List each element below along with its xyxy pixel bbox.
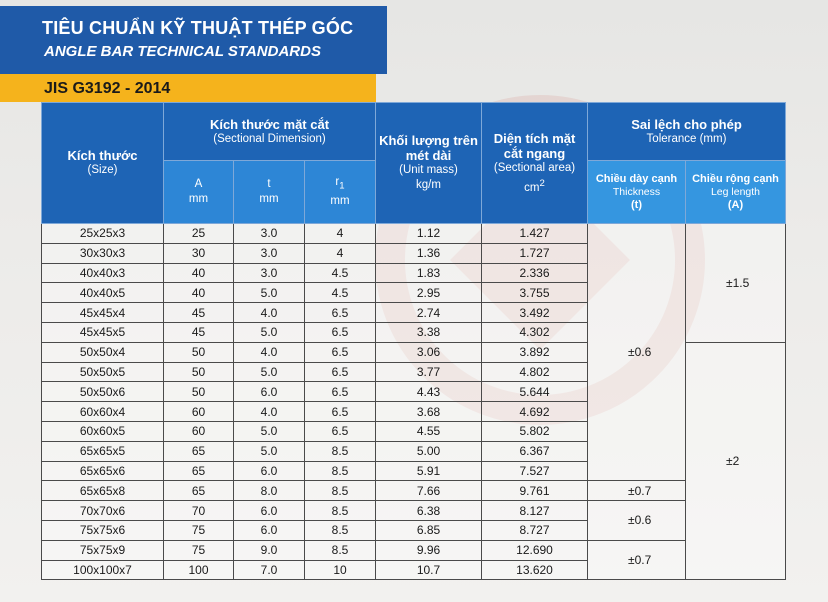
header-thickness: Chiều dày cạnh Thickness (t) xyxy=(588,161,686,224)
table-row xyxy=(42,481,786,501)
cell-t: 6.0 xyxy=(234,461,305,481)
title-vietnamese: TIÊU CHUẨN KỸ THUẬT THÉP GÓC xyxy=(42,18,354,38)
cell-size: 65x65x5 xyxy=(42,441,164,461)
cell-a: 40 xyxy=(164,283,234,303)
cell-mass: 4.43 xyxy=(376,382,482,402)
header-size-vn: Kích thước xyxy=(67,148,138,163)
cell-r1: 8.5 xyxy=(305,520,376,540)
cell-t: 4.0 xyxy=(234,342,305,362)
cell-r1: 6.5 xyxy=(305,402,376,422)
cell-size: 25x25x3 xyxy=(42,224,164,244)
cell-size: 50x50x6 xyxy=(42,382,164,402)
cell-mass: 3.38 xyxy=(376,322,482,342)
cell-size: 40x40x5 xyxy=(42,283,164,303)
cell-r1: 8.5 xyxy=(305,481,376,501)
cell-a: 40 xyxy=(164,263,234,283)
header-tolerance xyxy=(588,103,786,161)
cell-t: 4.0 xyxy=(234,402,305,422)
cell-area: 4.692 xyxy=(482,402,588,422)
cell-a: 50 xyxy=(164,382,234,402)
cell-t: 6.0 xyxy=(234,520,305,540)
angle-bar-spec-table xyxy=(41,102,786,580)
cell-thickness-tolerance: ±0.7 xyxy=(588,481,686,501)
cell-r1: 6.5 xyxy=(305,303,376,323)
cell-size: 75x75x9 xyxy=(42,540,164,560)
cell-a: 65 xyxy=(164,441,234,461)
cell-mass: 1.83 xyxy=(376,263,482,283)
cell-area: 3.492 xyxy=(482,303,588,323)
cell-r1: 4.5 xyxy=(305,263,376,283)
cell-area: 5.644 xyxy=(482,382,588,402)
cell-size: 70x70x6 xyxy=(42,501,164,521)
cell-t: 6.0 xyxy=(234,382,305,402)
cell-a: 65 xyxy=(164,461,234,481)
cell-mass: 1.36 xyxy=(376,243,482,263)
cell-size: 75x75x6 xyxy=(42,520,164,540)
cell-area: 8.727 xyxy=(482,520,588,540)
header-tolerance-vn: Sai lệch cho phép xyxy=(631,116,742,132)
cell-size: 50x50x5 xyxy=(42,362,164,382)
cell-mass: 2.95 xyxy=(376,283,482,303)
cell-t: 3.0 xyxy=(234,224,305,244)
cell-area: 3.755 xyxy=(482,283,588,303)
cell-r1: 6.5 xyxy=(305,382,376,402)
cell-size: 50x50x4 xyxy=(42,342,164,362)
cell-t: 3.0 xyxy=(234,263,305,283)
cell-a: 25 xyxy=(164,224,234,244)
cell-a: 30 xyxy=(164,243,234,263)
cell-t: 8.0 xyxy=(234,481,305,501)
cell-size: 60x60x4 xyxy=(42,402,164,422)
cell-mass: 5.91 xyxy=(376,461,482,481)
cell-a: 100 xyxy=(164,560,234,580)
cell-r1: 8.5 xyxy=(305,540,376,560)
cell-t: 5.0 xyxy=(234,362,305,382)
cell-area: 2.336 xyxy=(482,263,588,283)
cell-mass: 3.06 xyxy=(376,342,482,362)
title-banner xyxy=(0,6,387,74)
header-sectional xyxy=(164,103,376,161)
table-row xyxy=(42,540,786,560)
table-row xyxy=(42,501,786,521)
cell-leg-tolerance: ±1.5 xyxy=(686,224,786,343)
cell-size: 65x65x8 xyxy=(42,481,164,501)
header-r1: $r_1$ mm xyxy=(305,161,376,224)
cell-area: 4.302 xyxy=(482,322,588,342)
cell-t: 3.0 xyxy=(234,243,305,263)
cell-thickness-tolerance: ±0.6 xyxy=(588,501,686,541)
cell-r1: 10 xyxy=(305,560,376,580)
header-tolerance-en: Tolerance (mm) xyxy=(646,132,727,145)
cell-mass: 7.66 xyxy=(376,481,482,501)
cell-mass: 6.38 xyxy=(376,501,482,521)
cell-a: 75 xyxy=(164,540,234,560)
cell-area: 8.127 xyxy=(482,501,588,521)
cell-r1: 4.5 xyxy=(305,283,376,303)
cell-area: 5.802 xyxy=(482,421,588,441)
cell-area: 9.761 xyxy=(482,481,588,501)
cell-size: 30x30x3 xyxy=(42,243,164,263)
cell-area: 1.427 xyxy=(482,224,588,244)
header-area xyxy=(482,103,588,224)
cell-a: 45 xyxy=(164,303,234,323)
title-english: ANGLE BAR TECHNICAL STANDARDS xyxy=(44,43,321,60)
cell-size: 45x45x5 xyxy=(42,322,164,342)
header-sectional-vn: Kích thước mặt cắt xyxy=(209,116,330,132)
header-t: t mm xyxy=(234,161,305,224)
header-size-en: (Size) xyxy=(87,164,118,176)
cell-mass: 9.96 xyxy=(376,540,482,560)
cell-t: 5.0 xyxy=(234,421,305,441)
cell-r1: 6.5 xyxy=(305,342,376,362)
cell-a: 70 xyxy=(164,501,234,521)
cell-r1: 8.5 xyxy=(305,441,376,461)
cell-mass: 5.00 xyxy=(376,441,482,461)
header-unit-mass xyxy=(376,103,482,224)
cell-a: 45 xyxy=(164,322,234,342)
cell-t: 5.0 xyxy=(234,322,305,342)
cell-area: 3.892 xyxy=(482,342,588,362)
cell-size: 65x65x6 xyxy=(42,461,164,481)
cell-area: 7.527 xyxy=(482,461,588,481)
header-leg-length: Chiều rộng cạnh Leg length (A) xyxy=(686,161,786,224)
cell-r1: 6.5 xyxy=(305,362,376,382)
cell-area: 12.690 xyxy=(482,540,588,560)
cell-area: 4.802 xyxy=(482,362,588,382)
header-a: A mm xyxy=(164,161,234,224)
cell-mass: 1.12 xyxy=(376,224,482,244)
cell-size: 40x40x3 xyxy=(42,263,164,283)
header-mass-vn: Khối lượng trên mét dài xyxy=(379,133,478,163)
cell-t: 4.0 xyxy=(234,303,305,323)
cell-a: 65 xyxy=(164,481,234,501)
cell-thickness-tolerance: ±0.7 xyxy=(588,540,686,580)
header-area-en: (Sectional area) xyxy=(493,161,576,174)
cell-area: 6.367 xyxy=(482,441,588,461)
header-area-unit: $cm^2$ xyxy=(524,177,545,194)
cell-r1: 4 xyxy=(305,243,376,263)
cell-t: 9.0 xyxy=(234,540,305,560)
header-area-vn: Diện tích mặt cắt ngang xyxy=(493,130,576,161)
cell-a: 50 xyxy=(164,362,234,382)
cell-a: 60 xyxy=(164,402,234,422)
cell-mass: 3.68 xyxy=(376,402,482,422)
cell-mass: 10.7 xyxy=(376,560,482,580)
cell-leg-tolerance: ±2 xyxy=(686,342,786,580)
table-row xyxy=(42,224,786,244)
cell-t: 6.0 xyxy=(234,501,305,521)
cell-r1: 8.5 xyxy=(305,501,376,521)
cell-mass: 4.55 xyxy=(376,421,482,441)
cell-mass: 2.74 xyxy=(376,303,482,323)
cell-a: 50 xyxy=(164,342,234,362)
header-mass-en: (Unit mass) xyxy=(399,164,458,176)
cell-size: 100x100x7 xyxy=(42,560,164,580)
cell-a: 75 xyxy=(164,520,234,540)
cell-thickness-tolerance: ±0.6 xyxy=(588,224,686,481)
cell-t: 5.0 xyxy=(234,441,305,461)
cell-area: 13.620 xyxy=(482,560,588,580)
cell-size: 60x60x5 xyxy=(42,421,164,441)
cell-mass: 3.77 xyxy=(376,362,482,382)
header-size xyxy=(42,103,164,224)
cell-r1: 6.5 xyxy=(305,421,376,441)
cell-a: 60 xyxy=(164,421,234,441)
cell-r1: 4 xyxy=(305,224,376,244)
cell-r1: 6.5 xyxy=(305,322,376,342)
header-sectional-en: (Sectional Dimension) xyxy=(213,132,326,145)
cell-t: 5.0 xyxy=(234,283,305,303)
standard-label: JIS G3192 - 2014 xyxy=(44,80,171,97)
cell-size: 45x45x4 xyxy=(42,303,164,323)
cell-t: 7.0 xyxy=(234,560,305,580)
cell-mass: 6.85 xyxy=(376,520,482,540)
header-mass-unit: kg/m xyxy=(416,179,441,191)
cell-area: 1.727 xyxy=(482,243,588,263)
cell-r1: 8.5 xyxy=(305,461,376,481)
